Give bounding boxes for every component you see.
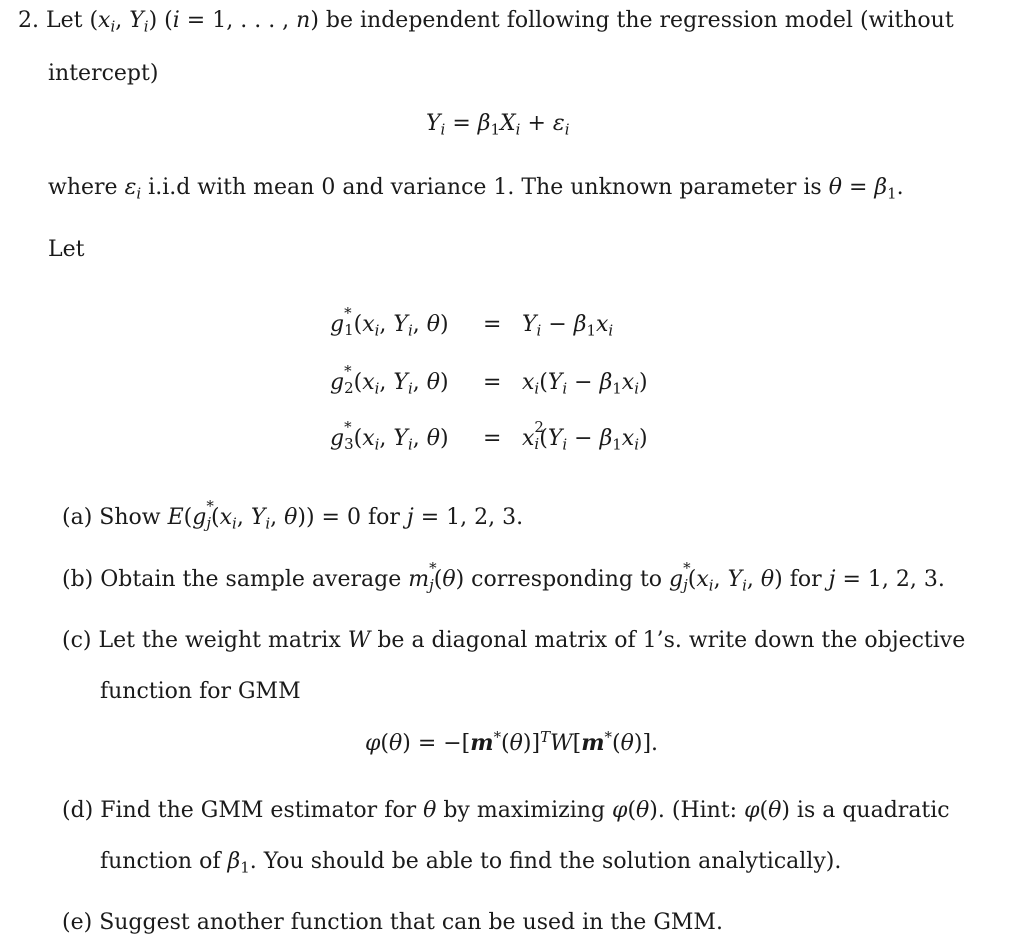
part-e	[62, 912, 723, 934]
where-text: where $\varepsilon_i$ i.i.d with mean 0 and variance 1. The unknown parameter is $\theta = \beta_1$.	[48, 175, 904, 203]
moment-function-2-lhs: g * $_2(x_i$, $Y_i$, θ)	[330, 361, 449, 398]
problem-number: 2.	[18, 8, 39, 33]
part-c-continuation: function for GMM	[100, 679, 301, 704]
moment-function-1-lhs: g * $_1(x_i$, $Y_i$, θ)	[330, 303, 449, 340]
part-a-label: (a)	[62, 505, 93, 530]
moment-function-2-rhs: $x_i(Y_i - \beta_1x_i)$	[522, 370, 648, 398]
part-d-label: (d)	[62, 798, 94, 823]
part-b: (b) Obtain the sample average m * $_j$(θ) corresponding to g * $_j(x_i$, $Y_i$, θ) for j = 1, 2, 3.	[62, 558, 945, 595]
part-c: (c) Let the weight matrix W be a diagonal matrix of 1’s. write down the objective	[62, 628, 966, 653]
gmm-objective-equation: $\varphi(\theta) = -[m^*(\theta)]^TW[m^*(\theta)]$.	[365, 727, 659, 756]
part-e-label: (e)	[62, 910, 93, 935]
problem-intro-continuation: intercept)	[48, 61, 159, 86]
moment-function-2-eq: =	[483, 370, 502, 395]
moment-function-1-eq: =	[483, 312, 502, 337]
part-e-text: Suggest another function that can be used in the GMM.	[99, 910, 723, 935]
model-equation: $Y_i = \beta_1X_i + \varepsilon_i$	[426, 111, 570, 139]
moment-function-3-rhs: x 2 $_i(Y_i - \beta_1x_i)$	[522, 417, 648, 454]
part-d: (d) Find the GMM estimator for θ by maximizing φ(θ). (Hint: φ(θ) is a quadratic	[62, 798, 950, 823]
part-a: (a) Show E(g * $_j(x_i$, $Y_i$, θ)) = 0 for j = 1, 2, 3.	[62, 496, 524, 533]
part-d-continuation: function of $\beta_1$. You should be able to find the solution analytically).	[100, 849, 842, 877]
let-text: Let	[48, 237, 85, 262]
moment-function-3-eq: =	[483, 426, 502, 451]
part-b-label: (b)	[62, 567, 94, 592]
part-c-label: (c)	[62, 628, 92, 653]
moment-function-3-lhs: g * $_3(x_i$, $Y_i$, θ)	[330, 417, 449, 454]
problem-intro: 2. Let ($x_i$, $Y_i$) (i = 1, . . . , n) be independent following the regression model (without	[18, 8, 954, 36]
moment-function-1-rhs: $Y_i - \beta_1x_i$	[522, 312, 614, 340]
